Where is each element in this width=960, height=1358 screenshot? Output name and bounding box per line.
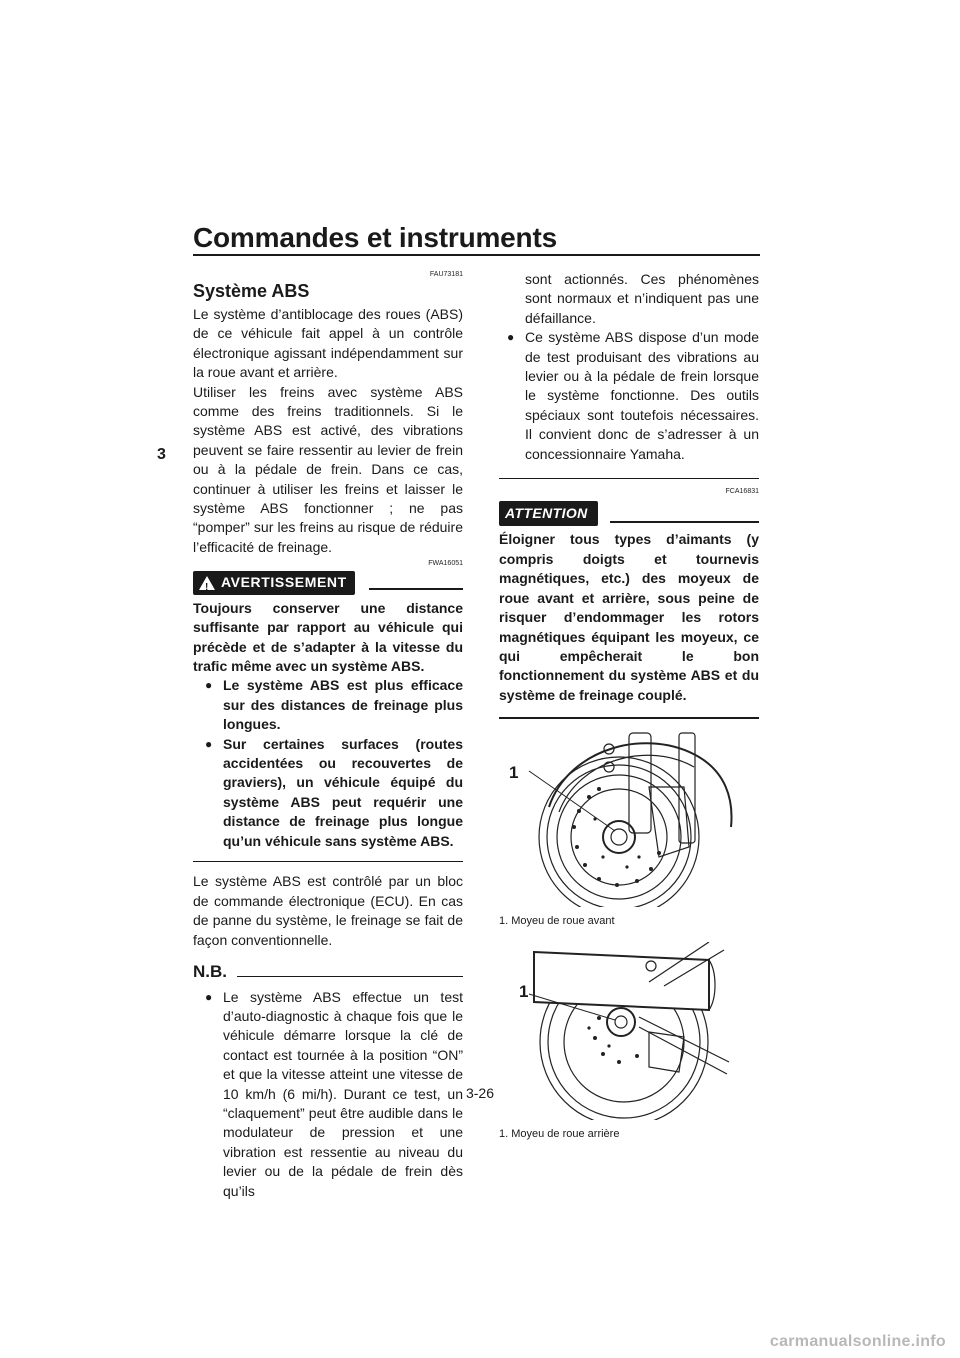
- front-wheel-illustration: [499, 727, 759, 907]
- callout-number: 1: [519, 982, 529, 1002]
- list-item: ● Le système ABS est plus efficace sur des distances de freinage plus longues.: [197, 676, 463, 734]
- figure-rear-hub: [499, 942, 759, 1141]
- attention-label: ATTENTION: [499, 501, 598, 526]
- warning-label: AVERTISSEMENT: [221, 574, 347, 591]
- section-title: Système ABS: [193, 281, 310, 301]
- note-end-rule: [499, 478, 759, 479]
- attention-end-rule: [499, 717, 759, 719]
- warning-text: Toujours conserver une distance suffisante par rapport au véhicule qui précède et de s’adapter à la vitesse du trafic même avec un système ABS.: [193, 599, 463, 674]
- right-column: [499, 270, 759, 1141]
- figure-caption: 1. Moyeu de roue avant: [499, 915, 615, 928]
- warning-triangle-icon: !: [199, 576, 215, 590]
- figure-caption: 1. Moyeu de roue arrière: [499, 1128, 620, 1141]
- attention-header: [499, 501, 759, 526]
- list-item-continued: sont actionnés. Ces phénomènes sont normaux et n’indiquent pas une défaillance.: [525, 271, 759, 326]
- note-label: N.B.: [193, 962, 227, 982]
- warning-list: [197, 676, 463, 851]
- reference-code: FWA16051: [428, 560, 463, 568]
- note-list: [499, 328, 759, 464]
- figure-front-hub: [499, 727, 759, 928]
- note-header: [193, 962, 463, 981]
- warning-end-rule: [193, 861, 463, 863]
- left-column: [193, 270, 463, 1201]
- list-item: ● Sur certaines surfaces (routes accidentées ou recouvertes de graviers), un véhicule équipé du système ABS peut requérir une distance de freinage plus longue qu’un véhicule sans système ABS.: [197, 735, 463, 851]
- list-item: ● Le système ABS effectue un test d’auto-diagnostic à chaque fois que le véhicule démarre lorsque la clé de contact est tournée à la position “ON” et que la vitesse atteint une vitesse de 10 km/h (6 mi/h). Durant ce test, un “claquement” peut être audible dans le modulateur de pression et une vibration est ressentie au niveau du levier ou de la pédale de frein dès qu’ils: [197, 988, 463, 1201]
- attention-rule: [610, 521, 759, 523]
- paragraph: Utiliser les freins avec système ABS comme des freins traditionnels. Si le système ABS est activé, des vibrations peuvent se faire ressentir au levier de frein ou à la pédale de frein. Dans ce cas, continuer à utiliser les freins et laisser le système ABS fonctionner ; ne pas “pomper” sur les freins au risque de réduire l’efficacité de freinage.: [193, 383, 463, 555]
- attention-text: Éloigner tous types d’aimants (y compris doigts et tournevis magnétiques, etc.) des moyeux de roue avant et arrière, sous peine de risquer d’endommager les rotors magnétiques équipant les moyeux, ce qui empêcherait le bon fonctionnement du système ABS et du système de freinage couplé.: [499, 531, 759, 703]
- reference-code: FCA16831: [725, 488, 759, 496]
- warning-header: [193, 571, 463, 594]
- footer-watermark: carmanualsonline.info: [769, 1333, 946, 1350]
- paragraph: Le système d’antiblocage des roues (ABS) de ce véhicule fait appel à un contrôle électronique agissant indépendamment sur la roue avant et arrière.: [193, 306, 463, 381]
- list-item: ● Ce système ABS dispose d’un mode de test produisant des vibrations au levier ou à la pédale de frein lorsque le système fonctionne. Des outils spéciaux sont toutefois nécessaires. Il convient donc de s’adresser à un concessionnaire Yamaha.: [499, 328, 759, 464]
- reference-code: FAU73181: [429, 271, 463, 278]
- chapter-number: 3: [157, 446, 166, 463]
- header-rule: [193, 254, 760, 256]
- page-title: Commandes et instruments: [193, 222, 557, 253]
- note-rule: [237, 976, 463, 977]
- warning-rule: [369, 588, 463, 590]
- warning-badge: [193, 571, 355, 594]
- paragraph: Le système ABS est contrôlé par un bloc de commande électronique (ECU). En cas de panne du système, le freinage se fait de façon conventionnelle.: [193, 873, 463, 948]
- page-number: 3-26: [465, 1085, 495, 1101]
- callout-number: 1: [509, 762, 519, 782]
